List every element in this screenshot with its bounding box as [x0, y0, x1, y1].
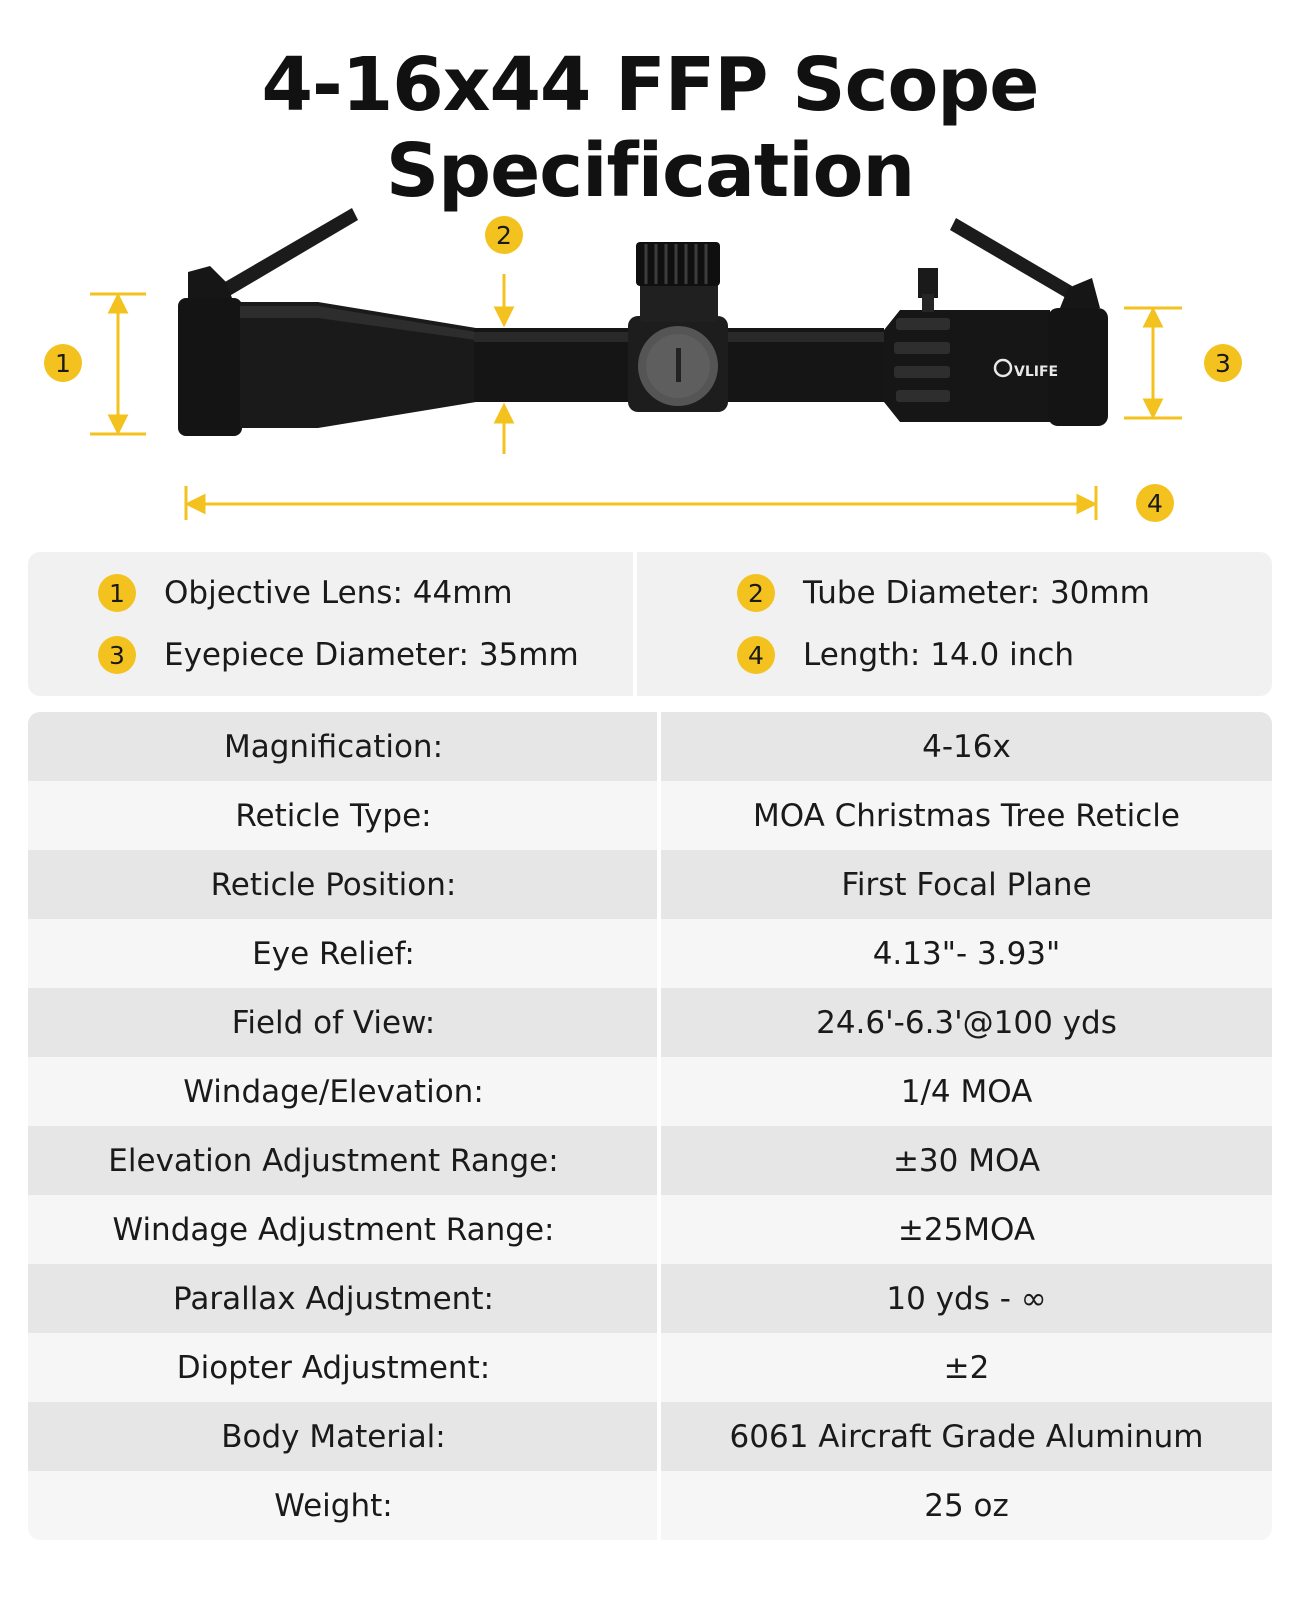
spec-value: 1/4 MOA — [661, 1057, 1272, 1126]
dimension-summary — [28, 552, 1272, 696]
scope-body — [178, 208, 1108, 436]
summary-text: Objective Lens: 44mm — [164, 575, 513, 611]
badge-3: 3 — [98, 636, 136, 674]
callout-badge-2: 2 — [485, 216, 523, 254]
spec-label: Weight: — [28, 1471, 657, 1540]
spec-label: Windage Adjustment Range: — [28, 1195, 657, 1264]
spec-value: ±25MOA — [661, 1195, 1272, 1264]
spec-value: ±30 MOA — [661, 1126, 1272, 1195]
badge-1: 1 — [98, 574, 136, 612]
spec-label: Reticle Type: — [28, 781, 657, 850]
spec-value: 4.13"- 3.93" — [661, 919, 1272, 988]
spec-label: Elevation Adjustment Range: — [28, 1126, 657, 1195]
spec-value: MOA Christmas Tree Reticle — [661, 781, 1272, 850]
badge-4: 4 — [737, 636, 775, 674]
scope-illustration — [0, 190, 1300, 550]
summary-column-right — [637, 552, 1272, 696]
summary-column-left — [28, 552, 633, 696]
spec-label: Windage/Elevation: — [28, 1057, 657, 1126]
summary-item-tube-diameter — [737, 573, 1272, 613]
badge-2: 2 — [737, 574, 775, 612]
table-row — [28, 988, 1272, 1057]
brand-mark: VLIFE — [1014, 364, 1059, 380]
spec-table — [28, 712, 1272, 1540]
table-row — [28, 1195, 1272, 1264]
spec-value: 6061 Aircraft Grade Aluminum — [661, 1402, 1272, 1471]
table-row — [28, 712, 1272, 781]
summary-text: Eyepiece Diameter: 35mm — [164, 637, 579, 673]
spec-label: Parallax Adjustment: — [28, 1264, 657, 1333]
spec-value: 4-16x — [661, 712, 1272, 781]
callout-badge-3: 3 — [1204, 344, 1242, 382]
table-row — [28, 1402, 1272, 1471]
summary-text: Tube Diameter: 30mm — [803, 575, 1150, 611]
table-row — [28, 1264, 1272, 1333]
dimension-eyepiece — [1124, 308, 1182, 418]
spec-label: Reticle Position: — [28, 850, 657, 919]
table-row — [28, 1471, 1272, 1540]
summary-item-objective-lens — [98, 573, 633, 613]
table-row — [28, 1333, 1272, 1402]
spec-value: 24.6'-6.3'@100 yds — [661, 988, 1272, 1057]
spec-value: 10 yds - ∞ — [661, 1264, 1272, 1333]
table-row — [28, 919, 1272, 988]
table-row — [28, 850, 1272, 919]
summary-item-length — [737, 635, 1272, 675]
page-title: 4-16x44 FFP Scope Specification — [261, 42, 1039, 214]
dimension-length — [186, 486, 1096, 520]
scope-diagram — [0, 190, 1300, 550]
table-row — [28, 1126, 1272, 1195]
spec-value: 25 oz — [661, 1471, 1272, 1540]
spec-label: Eye Relief: — [28, 919, 657, 988]
table-row — [28, 1057, 1272, 1126]
spec-label: Magnification: — [28, 712, 657, 781]
dimension-objective-lens — [90, 294, 146, 434]
table-row — [28, 781, 1272, 850]
summary-text: Length: 14.0 inch — [803, 637, 1075, 673]
spec-label: Field of View: — [28, 988, 657, 1057]
spec-label: Diopter Adjustment: — [28, 1333, 657, 1402]
callout-badge-1: 1 — [44, 344, 82, 382]
spec-label: Body Material: — [28, 1402, 657, 1471]
spec-value: First Focal Plane — [661, 850, 1272, 919]
spec-value: ±2 — [661, 1333, 1272, 1402]
callout-badge-4: 4 — [1136, 484, 1174, 522]
summary-item-eyepiece-diameter — [98, 635, 633, 675]
